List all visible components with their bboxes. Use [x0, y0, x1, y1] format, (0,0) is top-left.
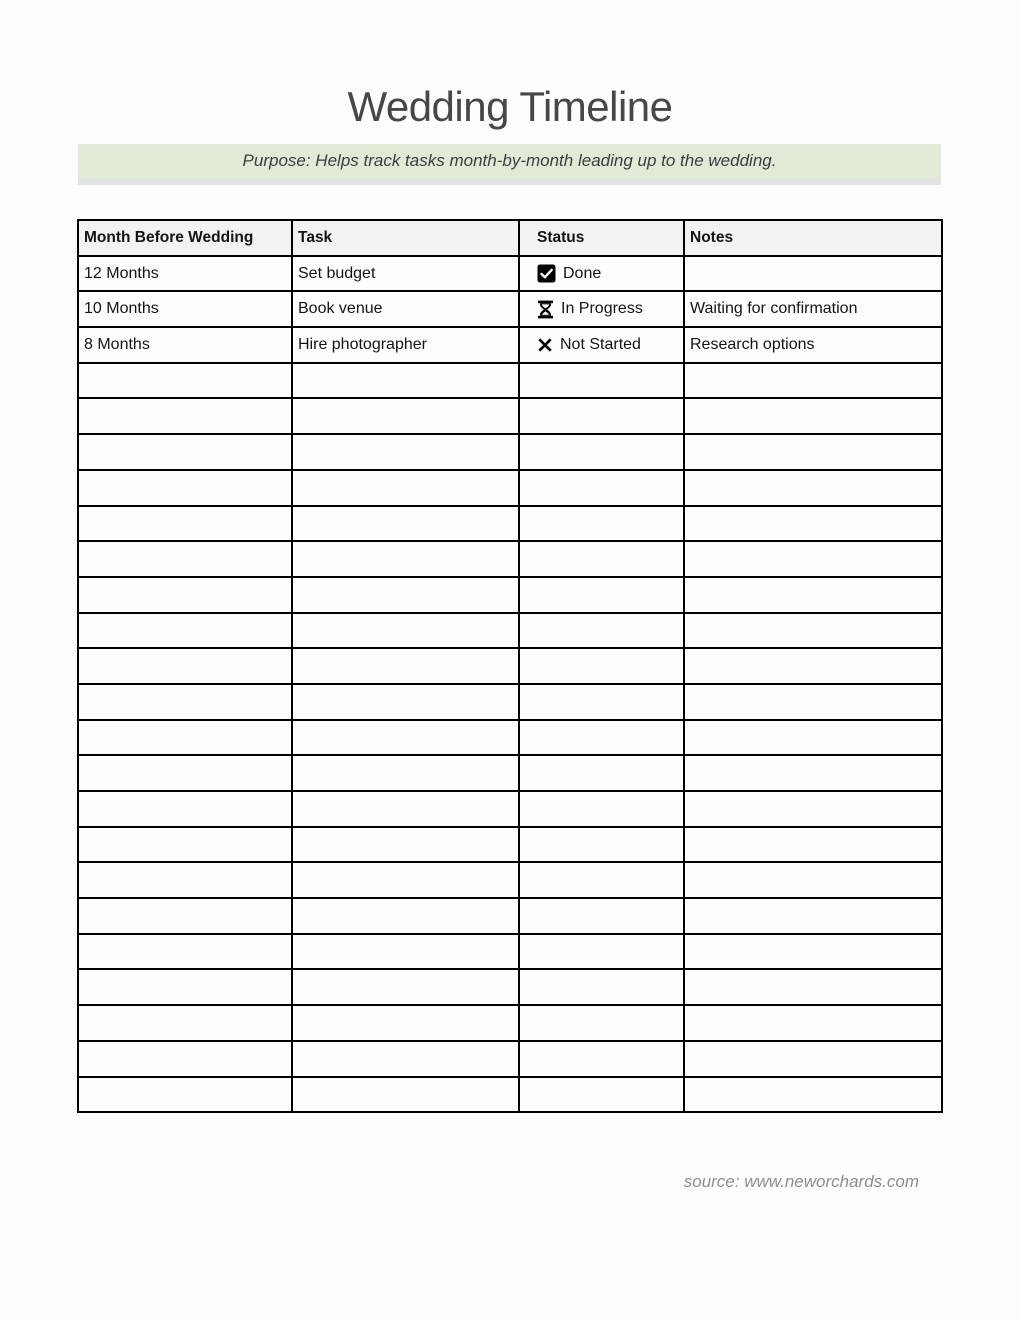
month-cell: [78, 506, 292, 542]
status-label: Not Started: [560, 335, 641, 353]
month-cell: [78, 898, 292, 934]
status-cell: [519, 862, 684, 898]
empty-table-row: [78, 1041, 942, 1077]
x-mark-icon: [537, 337, 553, 353]
notes-cell: [684, 720, 942, 756]
table-row: [78, 256, 942, 292]
task-cell: [292, 506, 519, 542]
task-cell: [292, 755, 519, 791]
task-cell: [292, 862, 519, 898]
notes-cell: [684, 541, 942, 577]
month-cell: [78, 934, 292, 970]
empty-table-row: [78, 506, 942, 542]
task-cell: [292, 577, 519, 613]
notes-cell: [684, 755, 942, 791]
checkbox-checked-icon: [537, 264, 556, 283]
notes-cell: [684, 862, 942, 898]
status-cell: [519, 470, 684, 506]
status-cell: [519, 613, 684, 649]
empty-table-row: [78, 1077, 942, 1113]
header-row: [78, 220, 942, 256]
status-cell: [519, 541, 684, 577]
hourglass-icon: [537, 300, 554, 319]
status-cell: [519, 398, 684, 434]
month-cell: [78, 1077, 292, 1113]
status-cell: [519, 898, 684, 934]
month-cell: [78, 1041, 292, 1077]
notes-cell: [684, 1005, 942, 1041]
month-cell: 8 Months: [78, 327, 292, 363]
empty-table-row: [78, 934, 942, 970]
status-label: In Progress: [561, 300, 643, 318]
task-cell: Hire photographer: [292, 327, 519, 363]
column-header-task: Task: [292, 220, 519, 256]
column-header-month: Month Before Wedding: [78, 220, 292, 256]
month-cell: [78, 827, 292, 863]
task-cell: [292, 720, 519, 756]
task-cell: [292, 470, 519, 506]
status-cell: [519, 720, 684, 756]
notes-cell: [684, 577, 942, 613]
status-cell: [519, 577, 684, 613]
task-cell: [292, 684, 519, 720]
status-cell: [519, 969, 684, 1005]
status-cell: [519, 434, 684, 470]
status-cell: [519, 755, 684, 791]
month-cell: [78, 791, 292, 827]
status-cell: [519, 506, 684, 542]
page-title: Wedding Timeline: [347, 83, 673, 130]
task-cell: [292, 791, 519, 827]
month-cell: 10 Months: [78, 291, 292, 327]
notes-cell: [684, 898, 942, 934]
notes-cell: [684, 969, 942, 1005]
empty-table-row: [78, 969, 942, 1005]
task-cell: [292, 827, 519, 863]
notes-cell: [684, 934, 942, 970]
month-cell: [78, 577, 292, 613]
notes-cell: Research options: [684, 327, 942, 363]
table-row: [78, 291, 942, 327]
month-cell: [78, 1005, 292, 1041]
empty-table-row: [78, 613, 942, 649]
task-cell: [292, 1077, 519, 1113]
purpose-text: Purpose: Helps track tasks month-by-month leading up to the wedding.: [242, 151, 777, 170]
task-cell: Set budget: [292, 256, 519, 292]
source-attribution: source: www.neworchards.com: [683, 1172, 919, 1191]
empty-table-row: [78, 398, 942, 434]
task-cell: [292, 363, 519, 399]
empty-table-row: [78, 363, 942, 399]
notes-cell: [684, 648, 942, 684]
task-cell: [292, 969, 519, 1005]
month-cell: [78, 434, 292, 470]
task-cell: [292, 434, 519, 470]
month-cell: [78, 541, 292, 577]
month-cell: [78, 398, 292, 434]
task-cell: [292, 898, 519, 934]
status-cell: [519, 291, 684, 327]
empty-table-row: [78, 577, 942, 613]
column-header-status: Status: [519, 220, 684, 256]
task-cell: [292, 934, 519, 970]
month-cell: [78, 648, 292, 684]
status-cell: [519, 1077, 684, 1113]
table-row: [78, 327, 942, 363]
notes-cell: [684, 256, 942, 292]
purpose-banner: [78, 144, 941, 178]
column-header-notes: Notes: [684, 220, 942, 256]
empty-table-row: [78, 470, 942, 506]
status-cell: [519, 791, 684, 827]
notes-cell: Waiting for confirmation: [684, 291, 942, 327]
month-cell: [78, 470, 292, 506]
month-cell: [78, 613, 292, 649]
status-cell: [519, 327, 684, 363]
empty-table-row: [78, 862, 942, 898]
empty-table-row: [78, 1005, 942, 1041]
month-cell: [78, 684, 292, 720]
task-cell: Book venue: [292, 291, 519, 327]
notes-cell: [684, 506, 942, 542]
month-cell: 12 Months: [78, 256, 292, 292]
status-cell: [519, 1005, 684, 1041]
status-label: Done: [563, 264, 602, 282]
notes-cell: [684, 1077, 942, 1113]
empty-table-row: [78, 434, 942, 470]
empty-table-row: [78, 755, 942, 791]
table-body: [78, 256, 942, 1113]
task-cell: [292, 541, 519, 577]
month-cell: [78, 969, 292, 1005]
notes-cell: [684, 1041, 942, 1077]
notes-cell: [684, 363, 942, 399]
notes-cell: [684, 434, 942, 470]
status-cell: [519, 827, 684, 863]
task-cell: [292, 398, 519, 434]
status-cell: [519, 934, 684, 970]
empty-table-row: [78, 791, 942, 827]
status-cell: [519, 684, 684, 720]
status-cell: [519, 1041, 684, 1077]
status-cell: [519, 648, 684, 684]
status-cell: [519, 363, 684, 399]
status-cell: [519, 256, 684, 292]
notes-cell: [684, 470, 942, 506]
task-cell: [292, 648, 519, 684]
empty-table-row: [78, 720, 942, 756]
month-cell: [78, 363, 292, 399]
task-cell: [292, 1041, 519, 1077]
notes-cell: [684, 613, 942, 649]
wedding-timeline-table: [77, 219, 941, 1113]
empty-table-row: [78, 827, 942, 863]
empty-table-row: [78, 648, 942, 684]
empty-table-row: [78, 541, 942, 577]
notes-cell: [684, 827, 942, 863]
task-cell: [292, 1005, 519, 1041]
notes-cell: [684, 791, 942, 827]
month-cell: [78, 720, 292, 756]
task-cell: [292, 613, 519, 649]
banner-strip: [78, 178, 941, 185]
month-cell: [78, 755, 292, 791]
notes-cell: [684, 398, 942, 434]
empty-table-row: [78, 684, 942, 720]
notes-cell: [684, 684, 942, 720]
empty-table-row: [78, 898, 942, 934]
month-cell: [78, 862, 292, 898]
